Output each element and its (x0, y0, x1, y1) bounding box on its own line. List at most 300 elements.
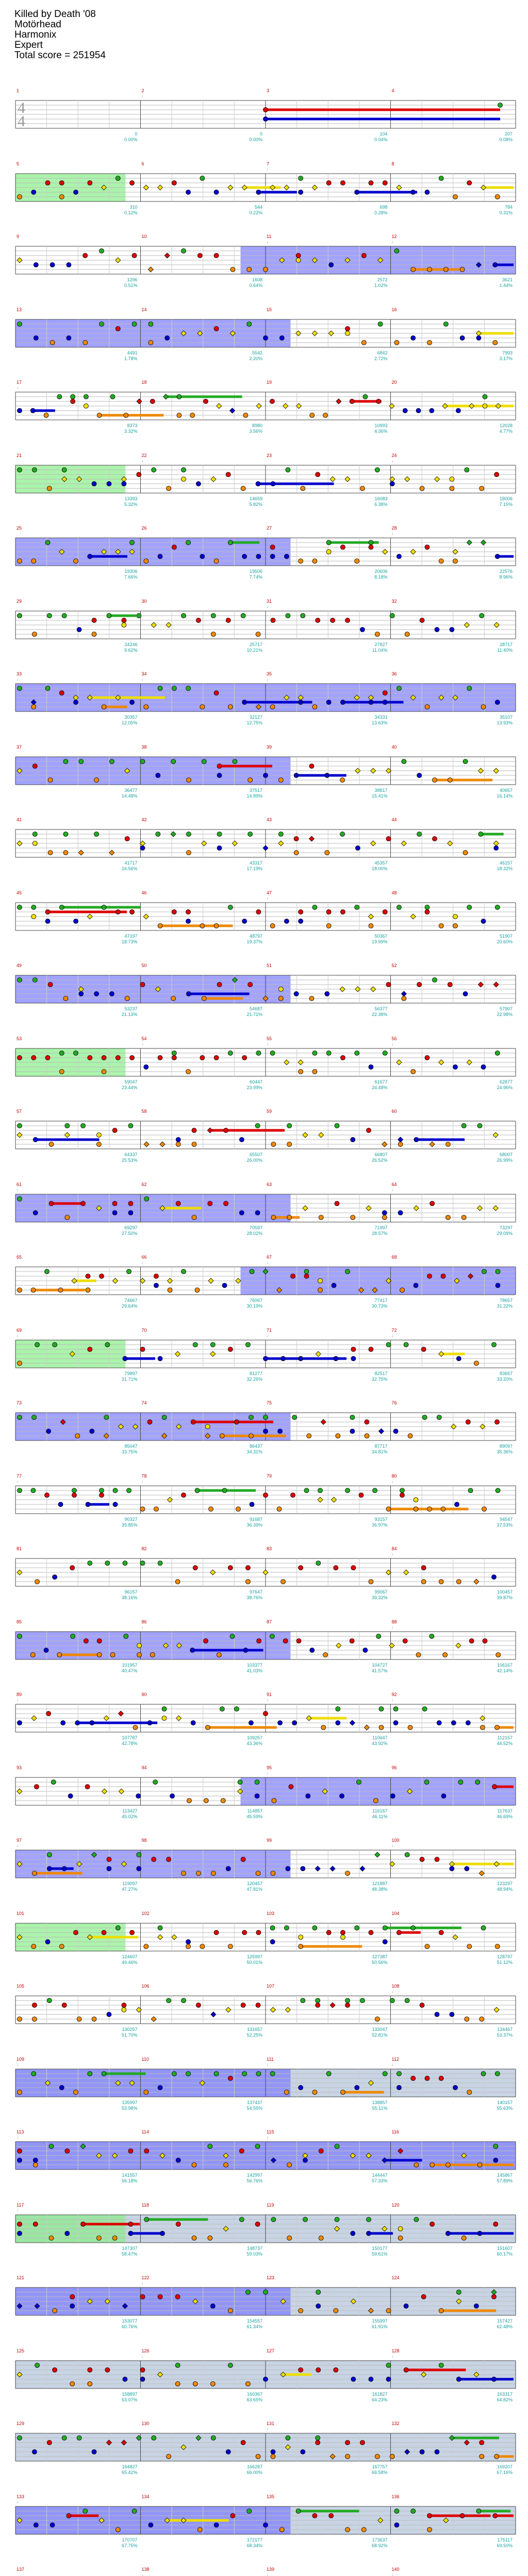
note (494, 622, 499, 628)
note (369, 1347, 373, 1352)
note (383, 1926, 387, 1930)
score-percent: 12.05% (121, 720, 138, 725)
note (196, 1871, 201, 1876)
note (481, 540, 486, 545)
tempo-marker: ♩ (391, 676, 397, 682)
note (164, 253, 170, 258)
note (319, 2149, 323, 2154)
note (393, 1429, 398, 1434)
note (411, 2076, 416, 2081)
note (383, 700, 387, 705)
note (411, 1070, 416, 1074)
note (345, 331, 350, 336)
note (102, 1930, 106, 1935)
note (18, 2090, 22, 2095)
note (299, 2309, 303, 2313)
note (233, 759, 237, 764)
score-mark: 127387 (372, 1954, 388, 1959)
note (476, 2509, 481, 2514)
note (405, 1853, 409, 1857)
measure-number: 19 (267, 380, 272, 385)
score-percent: 53.37% (497, 2032, 513, 2038)
note (474, 2304, 478, 2309)
score-mark: 61677 (374, 1079, 388, 1084)
score-percent: 30.19% (246, 1303, 262, 1309)
measure-number: 131 (267, 2421, 275, 2426)
note (31, 705, 36, 709)
measure-number: 20 (391, 380, 397, 385)
note (162, 1716, 167, 1721)
note (74, 190, 78, 195)
note (427, 1507, 432, 1512)
score-percent: 1.02% (374, 283, 388, 288)
score-percent: 61.34% (246, 2324, 262, 2329)
score-percent: 48.94% (497, 1887, 513, 1892)
note (319, 2236, 323, 2241)
note (356, 1780, 361, 1785)
score-percent: 17.19% (246, 866, 262, 871)
note (200, 176, 205, 181)
note (366, 1206, 371, 1211)
note (389, 1643, 394, 1648)
score-mark: 59047 (124, 1079, 138, 1084)
note (31, 1288, 36, 1293)
note (480, 486, 484, 491)
note (112, 1211, 117, 1215)
note (122, 618, 126, 623)
note (61, 1721, 65, 1725)
score-percent: 0.64% (249, 283, 262, 288)
note (355, 905, 359, 910)
measure-number: 27 (267, 526, 272, 531)
score-mark: 13393 (124, 496, 138, 501)
score-percent: 15.41% (371, 793, 388, 799)
score-percent: 3.56% (249, 429, 262, 434)
note (128, 2222, 133, 2227)
song-artist: Motörhead (14, 19, 61, 30)
note (316, 1561, 321, 1566)
note (158, 2086, 162, 2090)
note (319, 1215, 323, 1220)
note (18, 686, 22, 691)
score-mark: 173637 (372, 2537, 388, 2543)
note (453, 549, 458, 554)
score-mark: 310 (129, 205, 138, 210)
note (408, 1725, 412, 1730)
note (245, 1580, 250, 1584)
score-mark: 161827 (372, 2392, 388, 2397)
score-percent: 57.33% (371, 2178, 388, 2183)
note (386, 1343, 391, 1347)
score-percent: 47.81% (246, 1887, 262, 1892)
note (130, 181, 135, 185)
note (130, 700, 135, 705)
score-percent: 18.00% (371, 866, 388, 871)
note (242, 185, 247, 190)
note (405, 1998, 409, 2003)
note (33, 2222, 38, 2227)
note (420, 486, 424, 491)
note (51, 1780, 56, 1785)
measure-number: 76 (391, 1400, 397, 1405)
score-mark: 0 (259, 131, 262, 137)
note (448, 982, 452, 987)
note (283, 403, 288, 409)
note (427, 341, 432, 345)
note (467, 181, 472, 185)
note (450, 2012, 454, 2017)
note (439, 924, 443, 928)
note (88, 554, 92, 559)
note (494, 2454, 499, 2459)
note (476, 336, 481, 341)
note (400, 1288, 405, 1293)
measure-number: 56 (391, 1036, 397, 1041)
score-mark: 107787 (122, 1735, 138, 1740)
note (250, 1502, 254, 1507)
score-mark: 7993 (502, 350, 513, 355)
tempo-marker: ♩ (267, 604, 271, 609)
score-mark: 150177 (372, 2246, 388, 2251)
staff-row (15, 2421, 516, 2475)
note (59, 691, 64, 696)
note (310, 1648, 315, 1653)
note (83, 341, 88, 345)
note (319, 1132, 324, 1138)
note (224, 1201, 228, 1206)
score-mark: 141557 (122, 2173, 138, 2178)
note (334, 2309, 338, 2313)
note (359, 1493, 364, 1498)
note (375, 2454, 380, 2459)
note (456, 1580, 461, 1584)
score-mark: 116167 (372, 1808, 388, 1814)
note (31, 190, 36, 195)
note (481, 919, 486, 924)
score-percent: 56.18% (121, 2178, 138, 2183)
note (156, 773, 160, 778)
note (340, 910, 345, 914)
note (186, 832, 191, 837)
note (236, 1278, 241, 1283)
score-mark: 2572 (377, 277, 388, 282)
note (211, 632, 216, 637)
measure-number: 9 (16, 234, 20, 239)
score-mark: 48797 (249, 934, 262, 939)
note (137, 399, 142, 404)
note (375, 632, 380, 637)
note (136, 1794, 141, 1799)
score-mark: 34331 (374, 715, 388, 720)
note (390, 482, 394, 486)
note (477, 2163, 482, 2167)
note (439, 1930, 443, 1935)
note (140, 759, 145, 764)
note (439, 176, 443, 181)
note (123, 2377, 127, 2382)
score-percent: 31.71% (121, 1377, 138, 1382)
staff-row (15, 307, 516, 361)
note (71, 399, 75, 404)
measure-number: 1 (16, 88, 20, 93)
note (263, 1429, 268, 1434)
score-mark: 128797 (497, 1954, 513, 1959)
score-percent: 0.00% (124, 137, 138, 142)
note (414, 2163, 419, 2167)
note (140, 1507, 145, 1512)
note (481, 705, 486, 709)
note (214, 924, 219, 928)
note (182, 1269, 186, 1274)
note (494, 2007, 499, 2012)
note (360, 1998, 365, 2003)
note (312, 1051, 317, 1056)
note (182, 477, 186, 482)
score-mark: 100457 (497, 1589, 513, 1595)
note (230, 267, 235, 272)
note (404, 1343, 408, 1347)
note (467, 686, 472, 691)
note (71, 1634, 75, 1639)
note (122, 2003, 126, 2008)
note (186, 778, 191, 783)
score-mark: 40657 (499, 788, 513, 793)
note (299, 700, 303, 705)
note (383, 1051, 387, 1056)
score-percent: 43.92% (371, 1741, 388, 1746)
score-mark: 57907 (499, 1006, 513, 1011)
tempo-marker: ♩ (16, 676, 21, 682)
note (316, 2304, 321, 2309)
note (420, 1857, 424, 1862)
note (109, 759, 114, 764)
note (345, 1269, 350, 1274)
note (256, 2003, 260, 2008)
note (397, 905, 401, 910)
note (303, 1206, 308, 1211)
note (383, 691, 387, 696)
note (247, 322, 252, 327)
score-mark: 137437 (246, 2100, 262, 2105)
note (422, 1707, 427, 1711)
note (299, 1357, 303, 1361)
note (221, 1799, 225, 1803)
note (202, 759, 206, 764)
note (50, 341, 55, 345)
score-percent: 0.22% (249, 210, 262, 215)
tempo-marker: ♩ (391, 1843, 397, 1848)
note (228, 2363, 233, 2368)
note (403, 409, 407, 413)
measure-number: 80 (391, 1473, 397, 1479)
note (278, 996, 283, 1001)
note (398, 2236, 403, 2241)
note (32, 1415, 37, 1420)
note (182, 614, 186, 618)
note (220, 1434, 224, 1438)
note (140, 1561, 145, 1566)
note (230, 1634, 235, 1639)
score-percent: 8.18% (374, 574, 388, 580)
note (226, 2007, 231, 2012)
note (234, 1420, 239, 1425)
score-percent: 19.99% (371, 939, 388, 944)
note (83, 253, 88, 258)
note (32, 2450, 37, 2454)
note (172, 2072, 176, 2076)
note (291, 1274, 295, 1279)
measure-number: 139 (267, 2567, 275, 2572)
note (33, 1211, 38, 1215)
score-percent: 21.13% (121, 1012, 138, 1017)
note (203, 399, 208, 404)
note (57, 395, 62, 399)
note (263, 2290, 268, 2295)
note (379, 1725, 384, 1730)
score-mark: 160367 (246, 2392, 262, 2397)
note (92, 2450, 96, 2454)
note (200, 924, 205, 928)
note (18, 468, 22, 472)
note (478, 832, 483, 837)
note (278, 1429, 283, 1434)
measure-number: 47 (267, 890, 272, 895)
note (248, 778, 253, 783)
note (340, 2090, 345, 2095)
note (175, 2295, 180, 2299)
note (340, 700, 345, 705)
tempo-marker: ♩ (267, 239, 271, 244)
tempo-marker: ♩ (141, 1624, 146, 1630)
note (172, 910, 176, 914)
note (48, 778, 53, 783)
note (402, 759, 406, 764)
note (467, 905, 472, 910)
note (432, 978, 437, 982)
note (65, 1215, 70, 1220)
note (263, 336, 268, 341)
score-percent: 41.03% (246, 1668, 262, 1673)
score-percent: 64.82% (497, 2397, 513, 2402)
tempo-marker: ♩ (391, 1551, 397, 1556)
measure-number: 25 (16, 526, 22, 531)
note (480, 2441, 484, 2445)
measure-number: 63 (267, 1182, 272, 1187)
note (32, 2003, 37, 2008)
note (435, 2012, 439, 2017)
note (390, 1998, 394, 2003)
note (209, 1507, 213, 1512)
score-percent: 13.63% (371, 720, 388, 725)
note (411, 267, 416, 272)
note (326, 924, 331, 928)
note (446, 1215, 450, 1220)
measure-number: 116 (391, 2129, 399, 2134)
measure-number: 102 (141, 1911, 150, 1916)
score-percent: 1.44% (499, 283, 513, 288)
note (170, 1794, 175, 1799)
note (128, 2149, 133, 2154)
staff-row (15, 2202, 516, 2257)
note (345, 618, 350, 623)
note (292, 1415, 297, 1420)
note (450, 477, 454, 482)
note (116, 2528, 120, 2532)
note (296, 253, 301, 258)
score-mark: 117637 (497, 1808, 513, 1814)
note (175, 1580, 180, 1584)
note (398, 2227, 403, 2231)
note (375, 1852, 380, 1857)
measure-number: 77 (16, 1473, 22, 1479)
note (243, 413, 248, 418)
note (430, 1634, 434, 1639)
note (304, 1488, 309, 1493)
note (208, 2236, 212, 2241)
note (125, 996, 129, 1001)
note (451, 1721, 456, 1725)
note (360, 486, 365, 491)
score-percent: 2.72% (374, 356, 388, 361)
note (202, 841, 207, 846)
note (217, 982, 222, 987)
note (47, 2441, 52, 2445)
score-percent: 4.36% (374, 429, 388, 434)
note (158, 185, 163, 190)
note (301, 1998, 305, 2003)
note (441, 1794, 446, 1799)
note (18, 2149, 22, 2154)
note (326, 540, 331, 545)
note (312, 2514, 317, 2518)
score-percent: 0.51% (124, 283, 138, 288)
note (332, 1283, 336, 1288)
score-mark: 97647 (249, 1589, 262, 1595)
note (414, 1507, 418, 1512)
note (435, 2450, 439, 2454)
measure-number: 140 (391, 2567, 400, 2572)
measure-number: 112 (391, 2057, 399, 2062)
note (249, 1415, 253, 1420)
note (177, 413, 182, 418)
measure-number: 16 (391, 307, 397, 312)
note (74, 559, 78, 564)
measure-number: 75 (267, 1400, 272, 1405)
measure-number: 98 (141, 1838, 147, 1843)
score-percent: 23.99% (246, 1085, 262, 1090)
note (453, 195, 457, 199)
note (451, 1424, 456, 1429)
score-percent: 65.42% (121, 2470, 138, 2475)
note (289, 1785, 293, 1789)
score-mark: 60447 (249, 1079, 262, 1084)
note (345, 2454, 350, 2459)
note (460, 336, 465, 341)
measure-number: 111 (267, 2057, 274, 2062)
note (74, 2090, 78, 2095)
note (187, 1799, 191, 1803)
note (186, 910, 191, 914)
score-percent: 69.50% (497, 2543, 513, 2548)
note (160, 2231, 164, 2236)
measure-number: 134 (141, 2494, 150, 2499)
note (104, 1716, 109, 1721)
note (110, 395, 115, 399)
note (197, 2528, 202, 2532)
note (63, 832, 68, 837)
measure-number: 127 (267, 2348, 275, 2353)
note (450, 628, 454, 632)
